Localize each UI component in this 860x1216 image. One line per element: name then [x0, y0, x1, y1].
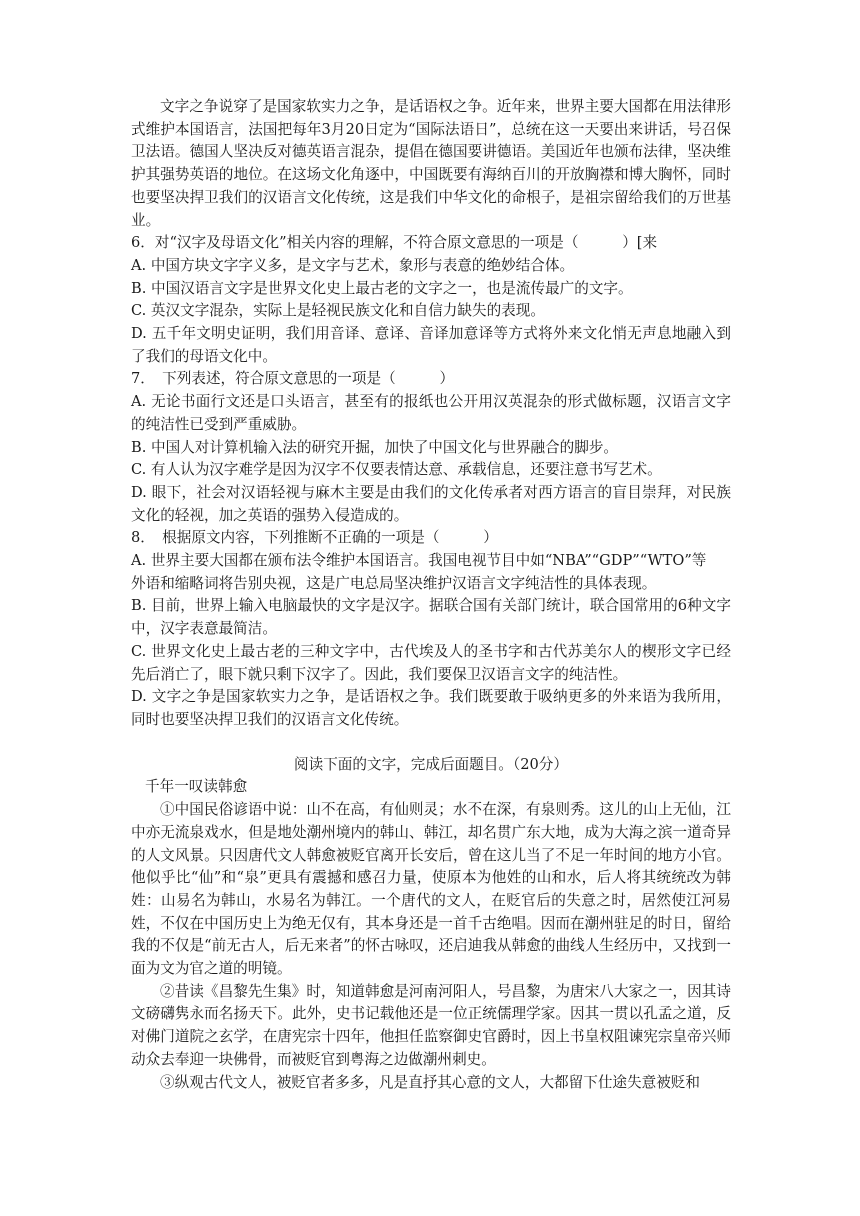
option-a-continued: 外语和缩略词将告别央视，这是广电总局坚决维护汉语言文字纯洁性的具体表现。: [131, 574, 657, 592]
option-a: A. 中国方块文字字义多，是文字与艺术，象形与表意的绝妙结合体。: [131, 256, 575, 274]
option-d: D. 文字之争是国家软实力之争，是话语权之争。我们既要敢于吸纳更多的外来语为我所用，同时也要坚决捍卫我们的汉语言文化传统。: [131, 688, 731, 728]
reading-paragraph-2: ②昔读《昌黎先生集》时，知道韩愈是河南河阳人，号昌黎，为唐宋八大家之一，因其诗文磅礴隽永而名扬天下。此外，史书记载他还是一位正统儒理学家。因其一贯以孔孟之道，反对佛门道院之玄学，在唐宪宗十四年，他担任监察御史官爵时，因上书皇权阻谏宪宗皇帝兴师动众去奉迎一块佛骨，而被贬官到粤海之边做潮州刺史。: [131, 982, 731, 1068]
option-a: A. 世界主要大国都在颁布法令维护本国语言。我国电视节目中如“NBA”“GDP”“WTO”等: [131, 552, 707, 570]
option-c: C. 有人认为汉字难学是因为汉字不仅要表情达意、承载信息，还要注意书写艺术。: [131, 461, 662, 479]
reading-instruction: 阅读下面的文字，完成后面题目。（20分）: [294, 755, 568, 773]
reading-section: [131, 754, 731, 1095]
question-6: [131, 232, 731, 368]
intro-paragraph: 文字之争说穿了是国家软实力之争，是话语权之争。近年来，世界主要大国都在用法律形式维护本国语言，法国把每年3月20日定为“国际法语日”，总统在这一天要出来讲话，号召保卫法语。德国人坚决反对德英语言混杂，提倡在德国要讲德语。美国近年也颁布法律，坚决维护其强势英语的地位。在这场文化角逐中，中国既要有海纳百川的开放胸襟和博大胸怀，同时也要坚决捍卫我们的汉语言文化传统，这是我们中华文化的命根子，是祖宗留给我们的万世基业。: [131, 98, 731, 229]
option-c: C. 世界文化史上最古老的三种文字中，古代埃及人的圣书字和古代苏美尔人的楔形文字已经先后消亡了，眼下就只剩下汉字了。因此，我们要保卫汉语言文字的纯洁性。: [131, 642, 731, 683]
section-spacer: [131, 732, 731, 754]
reading-paragraph-1: ①中国民俗谚语中说：山不在高，有仙则灵；水不在深，有泉则秀。这儿的山上无仙，江中亦无流泉戏水，但是地处潮州境内的韩山、韩江，却名贯广东大地，成为大海之滨一道奇异的人文风景。只因唐代文人韩愈被贬官离开长安后，曾在这儿当了不足一年时间的地方小官。他似乎比“仙”和“泉”更具有震撼和感召力量，使原本为他姓的山和水，后人将其统统改为韩姓：山易名为韩山，水易名为韩江。一个唐代的文人，在贬官后的失意之时，居然使江河易姓，不仅在中国历史上为绝无仅有，其本身还是一首千古绝唱。因而在潮州驻足的时日，留给我的不仅是“前无古人，后无来者”的怀古咏叹，还启迪我从韩愈的曲线人生经历中，又找到一面为文为官之道的明镜。: [131, 801, 731, 978]
question-stem: 8． 根据原文内容，下列推断不正确的一项是（ ）: [131, 529, 498, 547]
question-7: [131, 368, 731, 527]
option-a: A. 无论书面行文还是口头语言，甚至有的报纸也公开用汉英混杂的形式做标题，汉语言文字的纯洁性已受到严重威胁。: [131, 393, 731, 433]
option-c: C. 英汉文字混杂，实际上是轻视民族文化和自信力缺失的表现。: [131, 302, 545, 320]
option-d: D. 眼下，社会对汉语轻视与麻木主要是由我们的文化传承者对西方语言的盲目崇拜，对民族文化的轻视，加之英语的强势入侵造成的。: [131, 483, 731, 524]
question-8: [131, 527, 731, 731]
reading-paragraph-3: ③纵观古代文人，被贬官者多多，凡是直抒其心意的文人，大都留下仕途失意被贬和: [160, 1073, 700, 1091]
question-stem: 7． 下列表述，符合原文意思的一项是（ ）: [131, 370, 455, 388]
question-stem: 6．对“汉字及母语文化”相关内容的理解，不符合原文意思的一项是（ ）[来: [131, 234, 658, 252]
reading-title: 千年一叹读韩愈: [145, 778, 248, 796]
option-b: B. 目前，世界上输入电脑最快的文字是汉字。据联合国有关部门统计，联合国常用的6种文字中，汉字表意最简洁。: [131, 597, 731, 638]
document-page: [131, 96, 731, 1094]
option-b: B. 中国人对计算机输入法的研究开掘，加快了中国文化与世界融合的脚步。: [131, 438, 619, 456]
option-d: D. 五千年文明史证明，我们用音译、意译、音译加意译等方式将外来文化悄无声息地融入到了我们的母语文化中。: [131, 325, 731, 365]
option-b: B. 中国汉语言文字是世界文化史上最古老的文字之一，也是流传最广的文字。: [131, 279, 633, 297]
